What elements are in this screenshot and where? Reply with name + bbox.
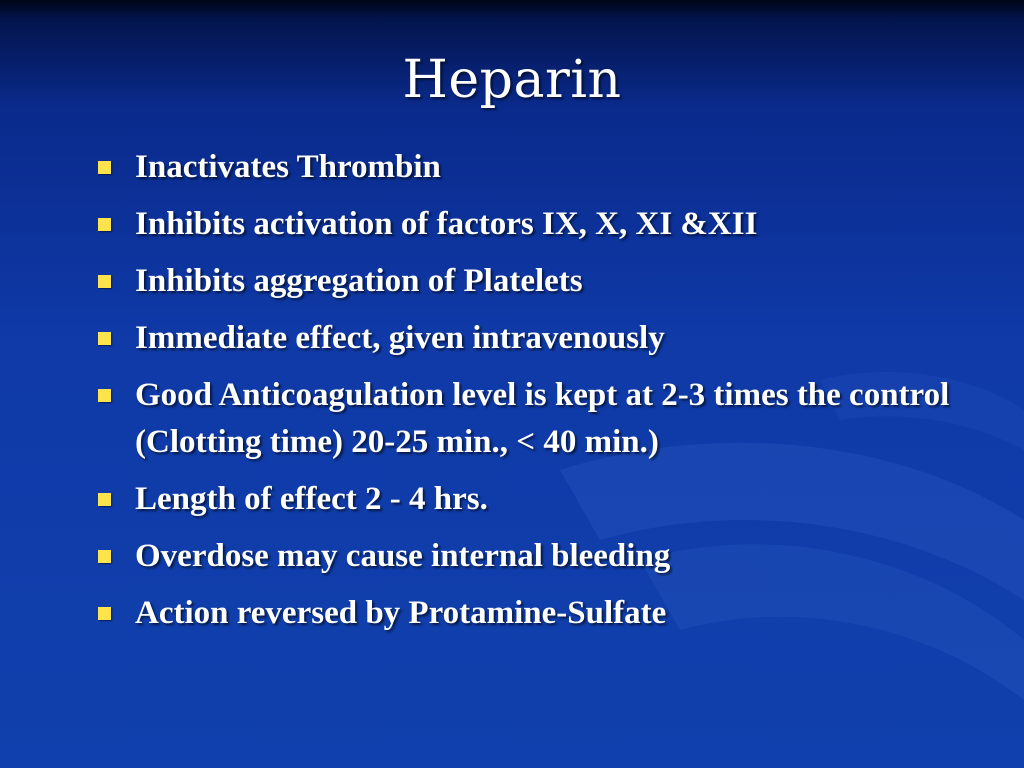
- slide-title: Heparin: [402, 50, 622, 110]
- bullet-text: Overdose may cause internal bleeding: [135, 538, 671, 574]
- bullet-text: Inactivates Thrombin: [135, 149, 441, 185]
- square-bullet-icon: [98, 607, 111, 620]
- bullet-item: [98, 533, 978, 580]
- bullet-item: [98, 144, 978, 191]
- square-bullet-icon: [98, 275, 111, 288]
- bullet-text: Inhibits aggregation of Platelets: [135, 263, 583, 299]
- bullet-item: [98, 315, 978, 362]
- bullet-text: Immediate effect, given intravenously: [135, 320, 665, 356]
- bullet-item: [98, 372, 978, 466]
- bullet-item: [98, 590, 978, 637]
- bullet-item: [98, 201, 978, 248]
- bullet-text: Inhibits activation of factors IX, X, XI &XII: [135, 206, 758, 242]
- square-bullet-icon: [98, 550, 111, 563]
- square-bullet-icon: [98, 389, 111, 402]
- square-bullet-icon: [98, 493, 111, 506]
- bullet-text: Good Anticoagulation level is kept at 2-3 times the control (Clotting time) 20-25 min., < 40 min.): [135, 377, 950, 460]
- square-bullet-icon: [98, 161, 111, 174]
- bullet-item: [98, 258, 978, 305]
- bullet-text: Length of effect 2 - 4 hrs.: [135, 481, 488, 517]
- bullet-list: [98, 144, 978, 647]
- square-bullet-icon: [98, 332, 111, 345]
- bullet-item: [98, 476, 978, 523]
- square-bullet-icon: [98, 218, 111, 231]
- bullet-text: Action reversed by Protamine-Sulfate: [135, 595, 667, 631]
